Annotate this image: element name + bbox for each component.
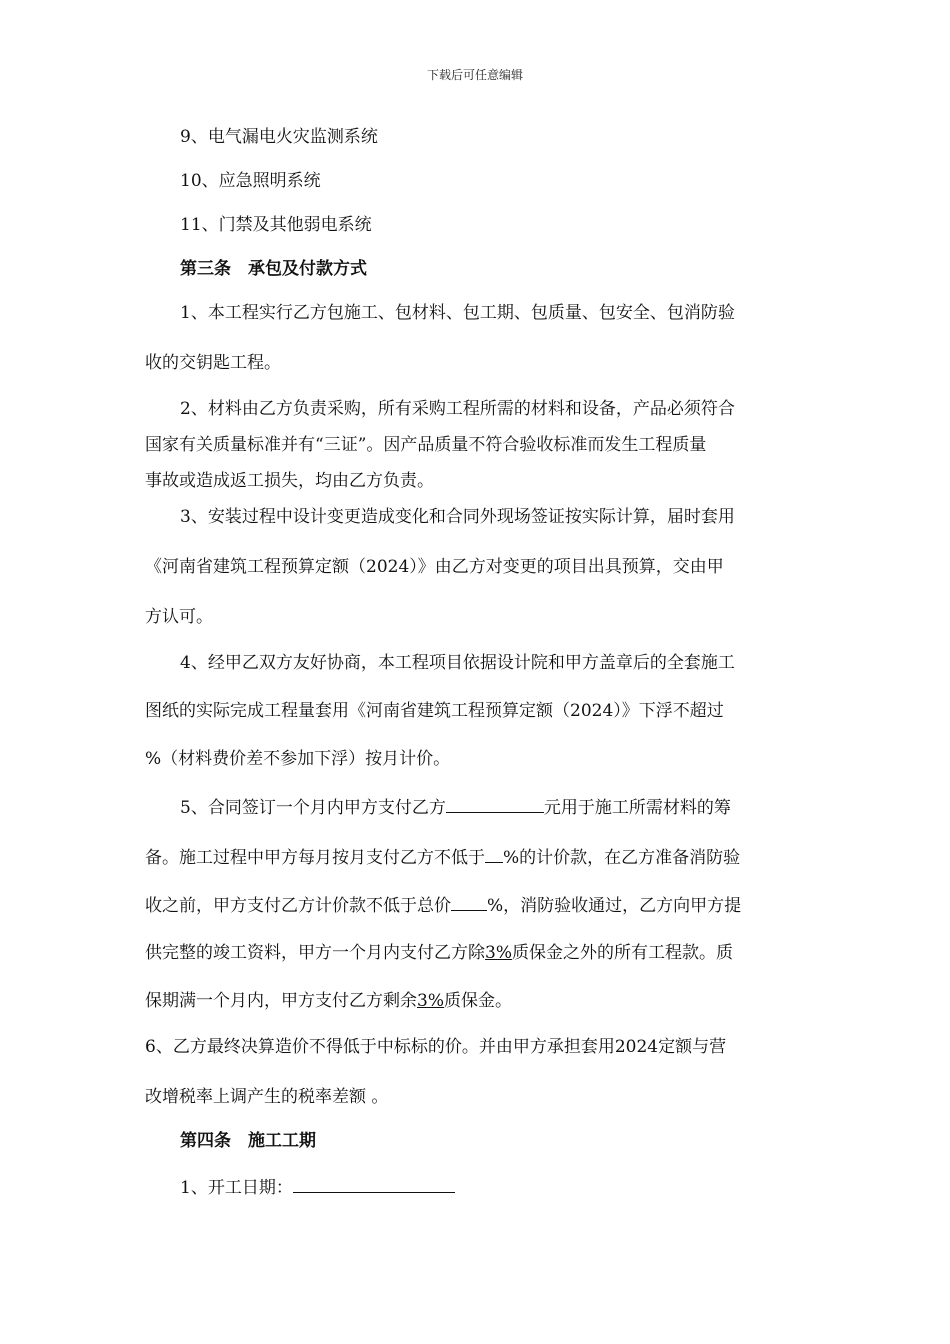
article-4-heading: 第四条 施工工期 <box>180 1131 316 1151</box>
clause-5-text: %的计价款，在乙方准备消防验 <box>503 848 741 868</box>
clause-5-text: 收之前，甲方支付乙方计价款不低于总价 <box>145 896 451 916</box>
clause-5-text: 质保金之外的所有工程款。质 <box>511 943 733 963</box>
retention-percent: 3% <box>485 943 512 963</box>
clause-4-line-1: 4、经甲乙双方友好协商，本工程项目依据设计院和甲方盖章后的全套施工 <box>180 653 735 673</box>
clause-1-line-2: 收的交钥匙工程。 <box>145 353 281 373</box>
amount-blank[interactable] <box>446 794 544 813</box>
clause-2-line-3: 事故或造成返工损失，均由乙方负责。 <box>145 471 434 491</box>
retention-percent: 3% <box>417 991 444 1011</box>
clause-5-line-3 <box>145 892 741 917</box>
clause-5-text: 备。施工过程中甲方每月按月支付乙方不低于 <box>145 848 485 868</box>
page-header: 下载后可任意编辑 <box>426 68 523 82</box>
total-percent-blank[interactable] <box>451 892 487 911</box>
start-date-label: 1、开工日期： <box>180 1178 293 1198</box>
clause-5-line-4 <box>145 942 733 964</box>
clause-5-line-2 <box>145 844 740 869</box>
clause-4-line-2: 图纸的实际完成工程量套用《河南省建筑工程预算定额（2024）》下浮不超过 <box>145 701 724 721</box>
list-item-10: 10、应急照明系统 <box>180 171 321 191</box>
list-item-9: 9、电气漏电火灾监测系统 <box>180 127 378 147</box>
clause-5-text: 5、合同签订一个月内甲方支付乙方 <box>180 798 446 818</box>
start-date-blank[interactable] <box>293 1174 455 1193</box>
clause-5-text: %，消防验收通过，乙方向甲方提 <box>487 896 742 916</box>
start-date-line <box>180 1174 455 1199</box>
clause-6-line-1: 6、乙方最终决算造价不得低于中标标的价。并由甲方承担套用2024定额与营 <box>145 1037 727 1057</box>
article-3-heading: 第三条 承包及付款方式 <box>180 259 367 279</box>
list-item-11: 11、门禁及其他弱电系统 <box>180 215 372 235</box>
clause-5-text: 质保金。 <box>443 991 512 1011</box>
clause-3-line-3: 方认可。 <box>145 607 213 627</box>
clause-1-line-1: 1、本工程实行乙方包施工、包材料、包工期、包质量、包安全、包消防验 <box>180 303 735 323</box>
clause-3-line-1: 3、安装过程中设计变更造成变化和合同外现场签证按实际计算，届时套用 <box>180 507 735 527</box>
clause-5-line-5 <box>145 990 512 1012</box>
clause-3-line-2: 《河南省建筑工程预算定额（2024）》由乙方对变更的项目出具预算，交由甲 <box>145 557 724 577</box>
clause-5-text: 保期满一个月内，甲方支付乙方剩余 <box>145 991 417 1011</box>
clause-5-text: 元用于施工所需材料的筹 <box>543 798 731 818</box>
clause-6-line-2: 改增税率上调产生的税率差额 。 <box>145 1087 389 1107</box>
clause-4-line-3: %（材料费价差不参加下浮）按月计价。 <box>145 749 451 769</box>
clause-5-line-1 <box>180 794 731 819</box>
clause-2-line-1: 2、材料由乙方负责采购，所有采购工程所需的材料和设备，产品必须符合 <box>180 399 735 419</box>
monthly-percent-blank[interactable] <box>485 844 503 863</box>
clause-5-text: 供完整的竣工资料，甲方一个月内支付乙方除 <box>145 943 485 963</box>
clause-2-line-2: 国家有关质量标准并有“三证”。因产品质量不符合验收标准而发生工程质量 <box>145 435 707 455</box>
